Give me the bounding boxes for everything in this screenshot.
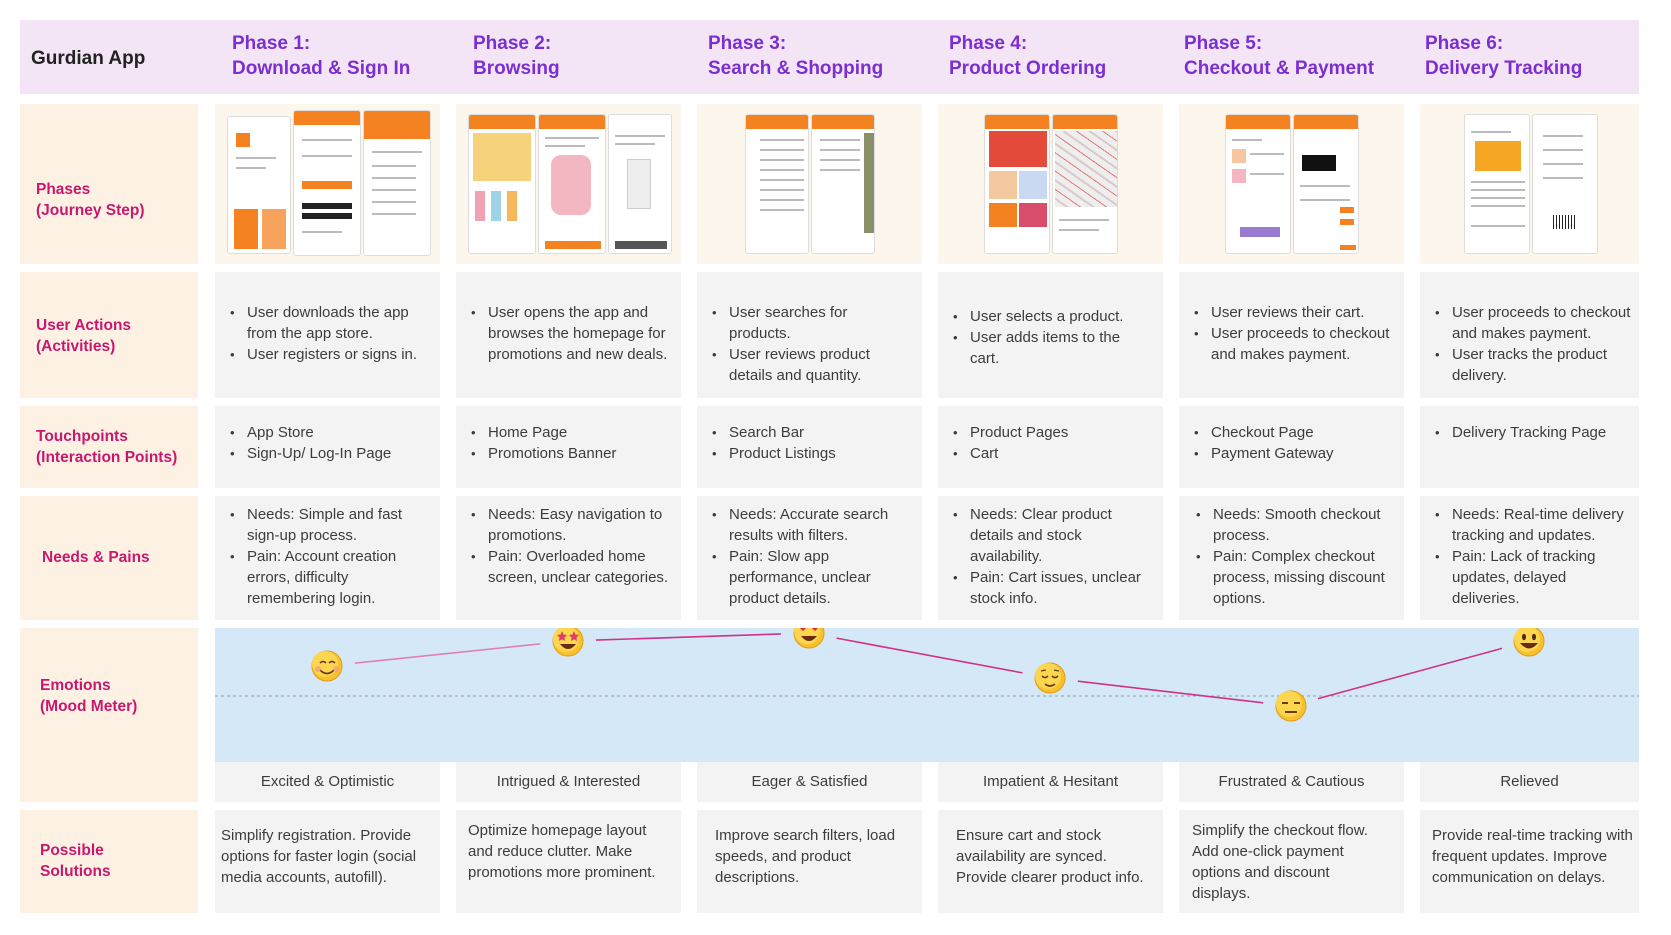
phone-screen bbox=[293, 110, 361, 256]
pain-item: • Pain: Lack of tracking updates, delayed deliveries. bbox=[1452, 546, 1635, 609]
action-item: • User proceeds to checkout and makes payment. bbox=[1211, 323, 1399, 365]
mood-line-segment bbox=[596, 634, 781, 640]
touchpoint-item: • Cart bbox=[970, 443, 1153, 464]
touchpoints-cell-4 bbox=[938, 406, 1163, 488]
phone-screen bbox=[745, 114, 809, 254]
action-item: • User searches for products. bbox=[729, 302, 912, 344]
actions-cell-1 bbox=[215, 272, 440, 398]
expressionless-face-icon bbox=[1276, 691, 1306, 721]
phone-screen bbox=[1464, 114, 1530, 254]
mood-line-segment bbox=[355, 644, 540, 663]
solution-text: Simplify registration. Provide options for faster login (social media accounts, autofill). bbox=[221, 827, 417, 886]
phase-title-6 bbox=[1425, 31, 1582, 81]
phase-1-screens bbox=[215, 104, 440, 264]
phase-name: Download & Sign In bbox=[232, 58, 411, 79]
action-item: • User downloads the app from the app store. bbox=[247, 302, 430, 344]
action-item: • User adds items to the cart. bbox=[970, 327, 1153, 369]
mood-line-segment bbox=[1078, 681, 1263, 703]
action-item: • User reviews their cart. bbox=[1211, 302, 1399, 323]
phase-number: Phase 1: bbox=[232, 33, 311, 54]
star-struck-face-icon bbox=[553, 628, 583, 656]
needs-item: • Needs: Easy navigation to promotions. bbox=[488, 504, 676, 546]
phase-number: Phase 6: bbox=[1425, 33, 1504, 54]
phase-title-5 bbox=[1184, 31, 1374, 81]
action-item: • User proceeds to checkout and makes payment. bbox=[1452, 302, 1635, 344]
needs-cell-4 bbox=[938, 496, 1163, 620]
actions-cell-4 bbox=[938, 272, 1163, 398]
emotion-label-3: Eager & Satisfied bbox=[697, 762, 922, 802]
phase-number: Phase 2: bbox=[473, 33, 552, 54]
phone-screen bbox=[227, 116, 291, 254]
needs-item: • Needs: Simple and fast sign-up process. bbox=[247, 504, 425, 546]
touchpoints-cell-6 bbox=[1420, 406, 1639, 488]
needs-item: • Needs: Smooth checkout process. bbox=[1213, 504, 1396, 546]
relieved-face-icon bbox=[1035, 663, 1065, 693]
smiling-face-icon bbox=[312, 651, 342, 681]
phase-title-4 bbox=[949, 31, 1106, 81]
phone-screen bbox=[1052, 114, 1118, 254]
touchpoint-item: • Product Listings bbox=[729, 443, 912, 464]
pain-item: • Pain: Cart issues, unclear stock info. bbox=[970, 567, 1153, 609]
pain-item: • Pain: Complex checkout process, missing discount options. bbox=[1213, 546, 1396, 609]
touchpoint-item: • Product Pages bbox=[970, 422, 1153, 443]
heart-eyes-face-icon bbox=[794, 628, 824, 648]
action-item: • User selects a product. bbox=[970, 306, 1153, 327]
phase-name: Product Ordering bbox=[949, 58, 1107, 79]
phase-title-2 bbox=[473, 31, 560, 81]
solution-cell-1 bbox=[215, 810, 440, 913]
phone-screen bbox=[1225, 114, 1291, 254]
solution-text: Ensure cart and stock availability are synced. Provide clearer product info. bbox=[956, 827, 1144, 886]
solution-cell-3 bbox=[697, 810, 922, 913]
phase-5-screens bbox=[1179, 104, 1404, 264]
phase-4-screens bbox=[938, 104, 1163, 264]
mood-meter-chart bbox=[215, 628, 1639, 762]
actions-cell-2 bbox=[456, 272, 681, 398]
solution-cell-4 bbox=[938, 810, 1163, 913]
touchpoint-item: • Delivery Tracking Page bbox=[1452, 422, 1635, 443]
mood-line-segment bbox=[837, 638, 1023, 673]
touchpoints-cell-5 bbox=[1179, 406, 1404, 488]
emotion-label-4: Impatient & Hesitant bbox=[938, 762, 1163, 802]
solution-cell-2 bbox=[456, 810, 681, 913]
phase-number: Phase 4: bbox=[949, 33, 1028, 54]
needs-item: • Needs: Real-time delivery tracking and updates. bbox=[1452, 504, 1635, 546]
emotion-label-5: Frustrated & Cautious bbox=[1179, 762, 1404, 802]
mood-line-segment bbox=[1318, 648, 1502, 698]
touchpoint-item: • Home Page bbox=[488, 422, 671, 443]
needs-item: • Needs: Accurate search results with filters. bbox=[729, 504, 912, 546]
phase-6-screens bbox=[1420, 104, 1639, 264]
phone-screen bbox=[811, 114, 875, 254]
phone-screen bbox=[1532, 114, 1598, 254]
touchpoint-item: • Payment Gateway bbox=[1211, 443, 1394, 464]
emotion-label-6: Relieved bbox=[1420, 762, 1639, 802]
phase-3-screens bbox=[697, 104, 922, 264]
row-label-needs: Needs & Pains bbox=[20, 496, 198, 620]
needs-cell-1 bbox=[215, 496, 440, 620]
pain-item: • Pain: Slow app performance, unclear product details. bbox=[729, 546, 912, 609]
phone-screen bbox=[984, 114, 1050, 254]
solution-text: Provide real-time tracking with frequent updates. Improve communication on delays. bbox=[1432, 827, 1633, 886]
solution-text: Simplify the checkout flow. Add one-click payment options and discount displays. bbox=[1192, 822, 1368, 902]
solution-text: Improve search filters, load speeds, and product descriptions. bbox=[715, 827, 896, 886]
needs-cell-2 bbox=[456, 496, 681, 620]
grinning-face-icon bbox=[1514, 628, 1544, 656]
solution-cell-5 bbox=[1179, 810, 1404, 913]
needs-cell-6 bbox=[1420, 496, 1639, 620]
phase-name: Delivery Tracking bbox=[1425, 58, 1583, 79]
row-label-solutions: Possible Solutions bbox=[20, 810, 198, 913]
pain-item: • Pain: Account creation errors, difficulty remembering login. bbox=[247, 546, 425, 609]
touchpoint-item: • Sign-Up/ Log-In Page bbox=[247, 443, 430, 464]
row-label-phases: Phases (Journey Step) bbox=[20, 104, 198, 264]
needs-cell-5 bbox=[1179, 496, 1404, 620]
row-label-touchpoints: Touchpoints (Interaction Points) bbox=[20, 406, 198, 488]
phase-name: Search & Shopping bbox=[708, 58, 884, 79]
app-title: Gurdian App bbox=[31, 48, 146, 69]
actions-cell-5 bbox=[1179, 272, 1404, 398]
phase-title-1 bbox=[232, 31, 410, 81]
action-item: • User opens the app and browses the homepage for promotions and new deals. bbox=[488, 302, 676, 365]
phase-title-3 bbox=[708, 31, 883, 81]
needs-cell-3 bbox=[697, 496, 922, 620]
phone-screen bbox=[1293, 114, 1359, 254]
phase-number: Phase 3: bbox=[708, 33, 787, 54]
touchpoints-cell-3 bbox=[697, 406, 922, 488]
touchpoint-item: • Search Bar bbox=[729, 422, 912, 443]
phone-screen bbox=[468, 114, 536, 254]
phone-screen bbox=[363, 110, 431, 256]
actions-cell-6 bbox=[1420, 272, 1639, 398]
touchpoints-cell-2 bbox=[456, 406, 681, 488]
emotion-label-2: Intrigued & Interested bbox=[456, 762, 681, 802]
action-item: • User registers or signs in. bbox=[247, 344, 430, 365]
needs-item: • Needs: Clear product details and stock availability. bbox=[970, 504, 1153, 567]
actions-cell-3 bbox=[697, 272, 922, 398]
action-item: • User reviews product details and quantity. bbox=[729, 344, 912, 386]
action-item: • User tracks the product delivery. bbox=[1452, 344, 1635, 386]
touchpoint-item: • Promotions Banner bbox=[488, 443, 671, 464]
phase-number: Phase 5: bbox=[1184, 33, 1263, 54]
row-label-emotions: Emotions (Mood Meter) bbox=[20, 628, 198, 802]
solution-text: Optimize homepage layout and reduce clutter. Make promotions more prominent. bbox=[468, 822, 656, 881]
touchpoint-item: • Checkout Page bbox=[1211, 422, 1394, 443]
touchpoints-cell-1 bbox=[215, 406, 440, 488]
pain-item: • Pain: Overloaded home screen, unclear categories. bbox=[488, 546, 676, 588]
touchpoint-item: • App Store bbox=[247, 422, 430, 443]
phase-name: Checkout & Payment bbox=[1184, 58, 1375, 79]
emotion-label-1: Excited & Optimistic bbox=[215, 762, 440, 802]
phase-2-screens bbox=[456, 104, 681, 264]
solution-cell-6 bbox=[1420, 810, 1639, 913]
phone-screen bbox=[608, 114, 672, 254]
phase-name: Browsing bbox=[473, 58, 560, 79]
row-label-actions: User Actions (Activities) bbox=[20, 272, 198, 398]
phone-screen bbox=[538, 114, 606, 254]
